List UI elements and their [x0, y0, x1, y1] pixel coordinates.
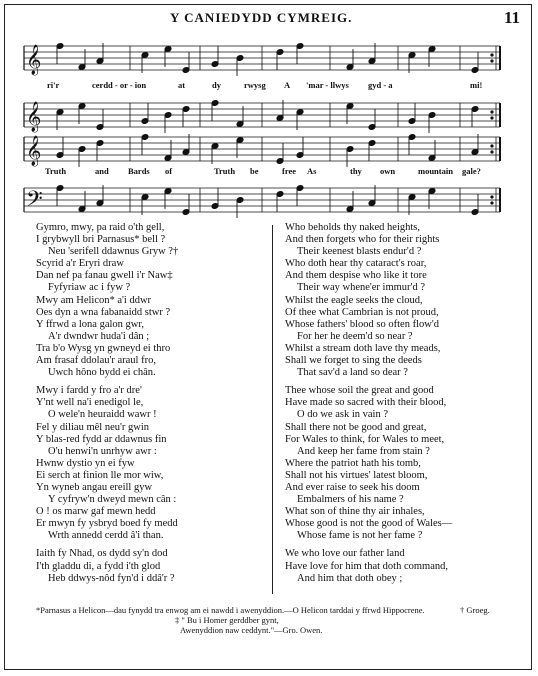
english-verse-line: Embalmers of his name ? — [297, 494, 404, 506]
welsh-verse-line: Ei serch at finion lle mor wiw, — [36, 469, 164, 481]
welsh-verse-line: A'r dwndwr huda'i dân ; — [48, 330, 150, 342]
lyric-syllable: ri'r — [47, 80, 60, 90]
running-title: Y CANIEDYDD CYMREIG. — [170, 10, 353, 25]
footnote-3: Awenyddion naw ceddynt."—Gro. Owen. — [180, 625, 323, 635]
lyric-syllable: Truth — [45, 166, 67, 176]
lyric-syllable: of — [165, 166, 173, 176]
welsh-verse-line: O'u henwi'n unrhyw awr : — [48, 445, 157, 457]
welsh-verse-line: Y cyfryw'n dweyd mewn cân : — [48, 494, 177, 506]
welsh-verse-line: Scyrid a'r Eryri draw — [36, 258, 124, 270]
lyric-syllable: mi! — [470, 80, 483, 90]
footnote-greek: † Groeg. — [460, 605, 490, 615]
welsh-verse-line: Hwnw dystio yn ei fyw — [36, 457, 135, 469]
lyric-syllable: mountain — [418, 166, 453, 176]
welsh-verse-line: Heb ddwys-nôd fyn'd i ddâ'r ? — [48, 572, 175, 584]
lyric-syllable: and — [95, 166, 109, 176]
lyric-syllable: at — [178, 80, 186, 90]
welsh-verse-line: Oes dyn a wna fabanaidd stwr ? — [36, 306, 171, 318]
lyric-syllable: Bards — [128, 166, 150, 176]
english-text-column — [285, 222, 452, 585]
welsh-verse-line: Gymro, mwy, pa raid o'th gell, — [36, 222, 165, 233]
english-verse-line: We who love our father land — [285, 548, 405, 560]
english-verse-line: Whose fame is not her fame ? — [297, 530, 423, 542]
english-verse-line: Who doth hear thy cataract's roar, — [285, 258, 427, 270]
english-verse-line: Have love for him that doth command, — [285, 560, 449, 572]
welsh-verse-line: Iaith fy Nhad, os dydd sy'n dod — [36, 548, 168, 560]
welsh-verse-line: I'th gladdu di, a fydd i'th glod — [36, 560, 161, 572]
svg-text:𝄞: 𝄞 — [26, 102, 42, 132]
welsh-verse-line: Wrth annedd cerdd â'i than. — [48, 530, 164, 542]
lyric-syllable: Truth — [214, 166, 236, 176]
english-verse-line: Of thee what Cambrian is not proud, — [285, 306, 439, 318]
welsh-verse-line: Er mwyn fy ysbryd boed fy medd — [36, 518, 178, 530]
welsh-verse-line: Mwy i fardd y fro a'r dre' — [36, 385, 142, 397]
welsh-verse-line: I grybwyll bri Parnasus* bell ? — [36, 234, 166, 246]
welsh-verse-line: O ! os marw gaf mewn hedd — [36, 506, 156, 518]
english-verse-line: For Wales to think, for Wales to meet, — [285, 433, 445, 445]
english-verse-line: What son of thine thy air inhales, — [285, 506, 425, 518]
column-divider — [272, 225, 273, 594]
english-verse-line: Their way whene'er immur'd ? — [297, 282, 425, 294]
lyric-syllable: cerdd - or - ion — [92, 80, 147, 90]
english-verse-line: That sav'd a land so dear ? — [297, 367, 408, 379]
welsh-verse-line: Y ffrwd a lona galon gwr, — [36, 318, 145, 330]
welsh-verse-line: Am frasaf ddolau'r araul fro, — [36, 355, 156, 367]
lyric-syllable: A — [284, 80, 291, 90]
english-verse-line: And then forgets who for their rights — [285, 234, 440, 246]
english-verse-line: And ever raise to seek his doom — [285, 481, 420, 493]
english-verse-line: Whilst a stream doth lave thy meads, — [285, 342, 441, 354]
english-verse-line: Shall not his virtues' latest bloom, — [285, 469, 428, 481]
lyric-syllable: 'mar - llwys — [306, 80, 349, 90]
english-verse-line: Whose fathers' blood so often flow'd — [285, 318, 439, 330]
welsh-verse-line: Mwy am Helicon* a'i ddwr — [36, 294, 152, 306]
welsh-verse-line: Tra b'o Wysg yn gwneyd ei thro — [36, 342, 171, 354]
english-verse-line: And him that doth obey ; — [297, 572, 403, 584]
lyric-syllable: thy — [350, 166, 362, 176]
lyric-syllable: be — [250, 166, 259, 176]
welsh-text-column — [36, 222, 178, 585]
english-verse-line: Thee whose soil the great and good — [285, 385, 434, 397]
welsh-verse-line: Uwch hôno bydd ei chân. — [48, 367, 156, 379]
welsh-verse-line: Dan nef pa fanau gwell i'r Naw‡ — [36, 270, 173, 282]
lyric-syllable: rwysg — [244, 80, 266, 90]
english-verse-line: Where the patriot hath his tomb, — [285, 457, 421, 469]
english-verse-line: And keep her fame from stain ? — [297, 445, 430, 457]
lyric-syllable: gyd - a — [368, 80, 393, 90]
svg-text:𝄢: 𝄢 — [26, 187, 43, 217]
english-verse-line: Whilst the eagle seeks the cloud, — [285, 294, 423, 306]
lyric-syllable: own — [380, 166, 396, 176]
welsh-verse-line: Y blas-red fydd ar ddawnus fin — [36, 433, 167, 445]
english-verse-line: O do we ask in vain ? — [297, 409, 388, 421]
page-number: 11 — [503, 8, 520, 27]
lyric-syllable: dy — [212, 80, 221, 90]
footnote-2: ‡ " Bu i Homer gerddber gynt, — [175, 615, 279, 625]
lyric-syllable: gale? — [462, 166, 481, 176]
svg-text:𝄞: 𝄞 — [26, 136, 42, 166]
welsh-verse-line: Fel y diliau mêl neu'r gwin — [36, 421, 149, 433]
footnote-1: *Parnasus a Helicon—dau fynydd tra enwog am ei nawdd i awenyddion.—O Helicon tarddai y ffrwd Hippocrene. — [36, 605, 425, 615]
english-verse-line: Shall there not be good and great, — [285, 421, 427, 433]
welsh-verse-line: Yn wyneb angau ereill gyw — [36, 481, 153, 493]
english-verse-line: Have made so sacred with their blood, — [285, 397, 447, 409]
english-verse-line: Who beholds thy naked heights, — [285, 222, 421, 233]
lyric-syllable: free — [282, 166, 296, 176]
music-score — [0, 0, 538, 222]
welsh-verse-line: Y'nt well na'i enedigol le, — [36, 397, 144, 409]
lyric-syllable: As — [307, 166, 317, 176]
welsh-verse-line: Fyfyriaw ac i fyw ? — [48, 282, 131, 294]
english-verse-line: And them despise who like it tore — [285, 270, 427, 282]
svg-text:𝄞: 𝄞 — [26, 45, 42, 75]
welsh-verse-line: Neu 'serifell ddawnus Gryw ?† — [48, 246, 179, 258]
english-verse-line: Shall we forget to sing the deeds — [285, 355, 422, 367]
english-verse-line: Their keenest blasts endur'd ? — [297, 246, 422, 258]
english-verse-line: For her he deem'd so near ? — [297, 330, 413, 342]
welsh-verse-line: O wele'n heuraidd wawr ! — [48, 409, 157, 421]
english-verse-line: Whose good is not the good of Wales— — [285, 518, 453, 530]
